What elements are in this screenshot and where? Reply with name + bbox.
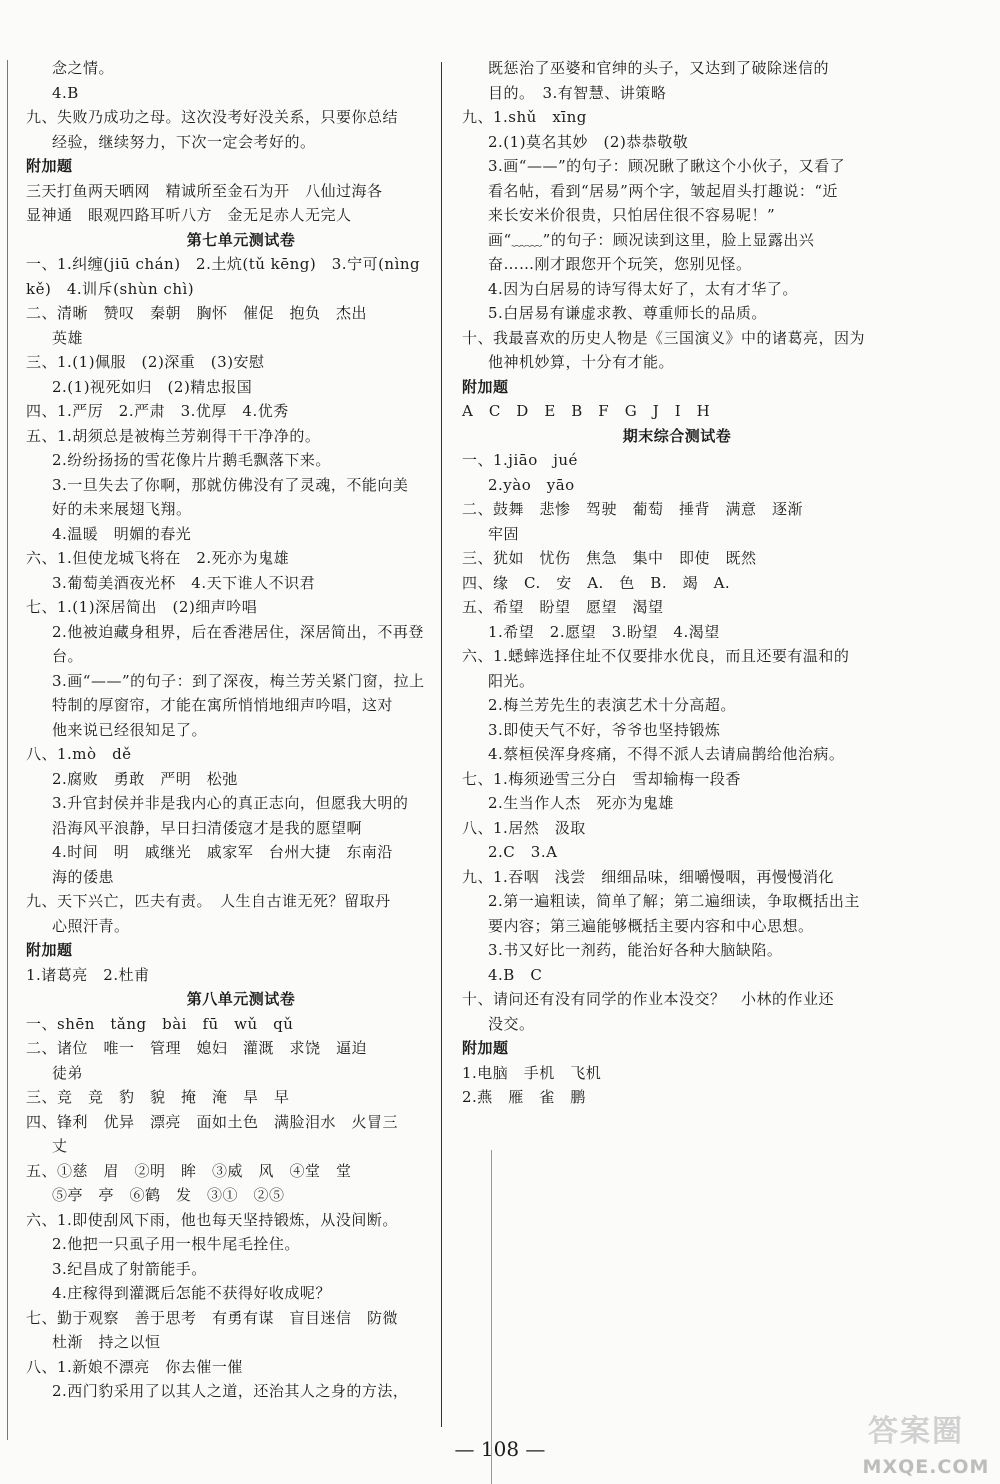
answer-line: 4.因为白居易的诗写得太好了，太有才华了。	[488, 279, 798, 298]
answer-line: 四、缘 C. 安 A. 色 B. 竭 A.	[462, 573, 731, 592]
answer-line: ⑤亭 亭 ⑥鹤 发 ③① ②⑤	[52, 1186, 285, 1204]
answer-line: 4.温暖 明媚的春光	[52, 524, 192, 543]
answer-line: 五、1.胡须总是被梅兰芳剃得干干净净的。	[26, 426, 321, 445]
answer-line: 六、1.蟋蟀选择住址不仅要排水优良，而且还要有温和的	[462, 647, 850, 665]
answer-line: 没交。	[488, 1014, 535, 1033]
answer-line: 四、锋利 优异 漂亮 面如土色 满脸泪水 火冒三	[26, 1112, 399, 1131]
answer-line: 二、清晰 赞叹 秦朝 胸怀 催促 抱负 杰出	[26, 304, 368, 322]
answer-line: 既惩治了巫婆和官绅的头子，又达到了破除迷信的	[488, 59, 830, 77]
bonus-heading: 附加题	[26, 941, 73, 959]
answer-line: 九、天下兴亡，匹夫有责。 人生自古谁无死？留取丹	[26, 892, 391, 910]
answer-line: 七、1.梅须逊雪三分白 雪却输梅一段香	[462, 769, 741, 788]
answer-line: 4.B	[52, 83, 79, 102]
answer-line: 奋……刚才跟您开个玩笑，您别见怪。	[488, 255, 752, 273]
answer-line: 3.书又好比一剂药，能治好各种大脑缺陷。	[488, 941, 783, 959]
answer-line: 5.白居易有谦虚求教、尊重师长的品质。	[488, 304, 767, 322]
answer-line: 4.蔡桓侯浑身疼痛，不得不派人去请扁鹊给他治病。	[488, 745, 845, 763]
answer-line: 八、1.居然 汲取	[462, 818, 586, 837]
bonus-heading: 附加题	[462, 1039, 509, 1057]
answer-line: 1.电脑 手机 飞机	[462, 1063, 602, 1082]
answer-line: 沿海风平浪静，早日扫清倭寇才是我的愿望啊	[52, 818, 363, 837]
answer-line: 2.yào yāo	[488, 475, 575, 494]
answer-line: 念之情。	[52, 59, 115, 77]
right-column	[462, 56, 892, 1110]
answer-line: 徒弟	[52, 1063, 84, 1082]
answer-line: 四、1.严厉 2.严肃 3.优厚 4.优秀	[26, 402, 289, 420]
answer-line: 十、请问还有没有同学的作业本没交？ 小林的作业还	[462, 990, 835, 1008]
answer-line: 4.庄稼得到灌溉后怎能不获得好收成呢？	[52, 1284, 331, 1302]
answer-line: 3.葡萄美酒夜光杯 4.天下谁人不识君	[52, 573, 316, 592]
answer-line: 4.时间 明 戚继光 戚家军 台州大捷 东南沿	[52, 843, 393, 861]
answer-line: 2.(1)视死如归 (2)精忠报国	[52, 377, 253, 396]
answer-line: 2.梅兰芳先生的表演艺术十分高超。	[488, 696, 736, 714]
answer-line: 2.第一遍粗读，简单了解；第二遍细读，争取概括出主	[488, 892, 860, 910]
answer-line: kě) 4.训斥(shùn chì)	[26, 279, 195, 298]
answer-line: 十、我最喜欢的历史人物是《三国演义》中的诸葛亮，因为	[462, 328, 866, 347]
answer-line: 七、1.(1)深居简出 (2)细声吟唱	[26, 598, 258, 616]
scan-fold-line	[491, 1150, 492, 1484]
answer-line: 经验，继续努力，下次一定会考好的。	[52, 132, 316, 151]
answer-line: 他神机妙算，十分有才能。	[488, 353, 675, 371]
answer-line: 2.C 3.A	[488, 843, 558, 861]
answer-line: 一、1.纠缠(jiū chán) 2.土炕(tǔ kēng) 3.宁可(nìng	[26, 255, 421, 273]
answer-line: 3.即使天气不好，爷爷也坚持锻炼	[488, 720, 721, 739]
answer-line: 六、1.但使龙城飞将在 2.死亦为鬼雄	[26, 549, 290, 567]
answer-line: 2.腐败 勇敢 严明 松弛	[52, 769, 238, 788]
answer-line: 一、1.jiāo jué	[462, 451, 578, 469]
answer-line: 五、希望 盼望 愿望 渴望	[462, 598, 664, 616]
answer-line: 特制的厚窗帘，才能在寓所悄悄地细声吟唱，这对	[52, 696, 394, 714]
answer-line: 1.希望 2.愿望 3.盼望 4.渴望	[488, 622, 720, 641]
answer-line: 三、竞 竞 豹 貌 掩 淹 旱 早	[26, 1088, 290, 1106]
answer-line: 4.B C	[488, 965, 543, 984]
watermark	[858, 1406, 994, 1482]
answer-line: 目的。 3.有智慧、讲策略	[488, 83, 667, 102]
answer-line: 三、犹如 忧伤 焦急 集中 即使 既然	[462, 549, 757, 567]
answer-line: 九、1.吞咽 浅尝 细细品味，细嚼慢咽，再慢慢消化	[462, 867, 834, 886]
answer-line: 来长安米价很贵，只怕居住很不容易呢！”	[488, 206, 776, 224]
answer-line: 画“﹏﹏”的句子：顾况读到这里，脸上显露出兴	[488, 230, 815, 249]
left-page-edge	[7, 60, 8, 1440]
section-title: 期末综合测试卷	[622, 426, 732, 445]
answer-line: 八、1.新娘不漂亮 你去催一催	[26, 1357, 243, 1376]
answer-line: 三天打鱼两天晒网 精诚所至金石为开 八仙过海各	[26, 181, 383, 200]
watermark-domain: MXQE.COM	[862, 1456, 990, 1478]
answer-line: A C D E B F G J I H	[462, 402, 711, 420]
answer-line: 杜渐 持之以恒	[52, 1333, 161, 1351]
answer-line: 九、失败乃成功之母。这次没考好没关系，只要你总结	[26, 108, 399, 126]
answer-line: 台。	[52, 647, 84, 665]
answer-line: 他来说已经很知足了。	[52, 720, 208, 739]
answer-line: 2.燕 雁 雀 鹏	[462, 1088, 586, 1106]
answer-line: 2.生当作人杰 死亦为鬼雄	[488, 794, 674, 812]
answer-line: 3.升官封侯并非是我内心的真正志向，但愿我大明的	[52, 794, 409, 812]
answer-line: 心照汗青。	[52, 916, 130, 935]
answer-line: 九、1.shǔ xīng	[462, 108, 587, 126]
bonus-heading: 附加题	[462, 377, 509, 396]
answer-line: 1.诸葛亮 2.杜甫	[26, 965, 150, 984]
answer-line: 丈	[52, 1137, 68, 1155]
answer-line: 牢固	[488, 524, 520, 543]
answer-line: 海的倭患	[52, 867, 115, 886]
answer-line: 好的未来展翅飞翔。	[52, 500, 192, 518]
answer-line: 3.画“——”的句子：到了深夜，梅兰芳关紧门窗，拉上	[52, 671, 425, 690]
answer-line: 二、鼓舞 悲惨 驾驶 葡萄 捶背 满意 逐渐	[462, 500, 804, 518]
answer-line: 要内容；第三遍能够概括主要内容和中心思想。	[488, 916, 814, 935]
bonus-heading: 附加题	[26, 157, 73, 175]
answer-line: 3.画“——”的句子：顾况瞅了瞅这个小伙子，又看了	[488, 157, 846, 175]
answer-line: 2.(1)莫名其妙 (2)恭恭敬敬	[488, 132, 689, 151]
section-title: 第七单元测试卷	[186, 230, 296, 249]
answer-line: 五、①慈 眉 ②明 眸 ③威 风 ④堂 堂	[26, 1161, 352, 1180]
page-number: — 108 —	[454, 1437, 546, 1461]
answer-line: 2.他被迫藏身租界，后在香港居住，深居简出，不再登	[52, 622, 424, 641]
answer-line: 2.西门豹采用了以其人之道，还治其人之身的方法，	[52, 1382, 409, 1400]
answer-line: 一、shēn tǎng bài fū wǔ qǔ	[26, 1014, 294, 1033]
answer-line: 3.纪昌成了射箭能手。	[52, 1259, 207, 1278]
answer-line: 英雄	[52, 328, 84, 347]
left-column	[26, 56, 456, 1404]
answer-line: 2.他把一只虱子用一根牛尾毛拴住。	[52, 1235, 300, 1253]
answer-line: 六、1.即使刮风下雨，他也每天坚持锻炼，从没间断。	[26, 1210, 398, 1229]
answer-line: 显神通 眼观四路耳听八方 金无足赤人无完人	[26, 206, 352, 224]
answer-line: 二、诸位 唯一 管理 媳妇 灌溉 求饶 逼迫	[26, 1039, 368, 1057]
answer-line: 看名帖，看到“居易”两个字，皱起眉头打趣说：“近	[488, 181, 839, 200]
section-title: 第八单元测试卷	[186, 990, 296, 1008]
answer-line: 七、勤于观察 善于思考 有勇有谋 盲目迷信 防微	[26, 1308, 399, 1327]
answer-line: 2.纷纷扬扬的雪花像片片鹅毛飘落下来。	[52, 451, 331, 469]
answer-line: 八、1.mò dě	[26, 745, 132, 763]
answer-line: 三、1.(1)佩服 (2)深重 (3)安慰	[26, 353, 265, 371]
watermark-logo: 答案圈	[868, 1414, 964, 1449]
answer-line: 阳光。	[488, 671, 535, 690]
answer-line: 3.一旦失去了你啊，那就仿佛没有了灵魂，不能向美	[52, 475, 409, 494]
